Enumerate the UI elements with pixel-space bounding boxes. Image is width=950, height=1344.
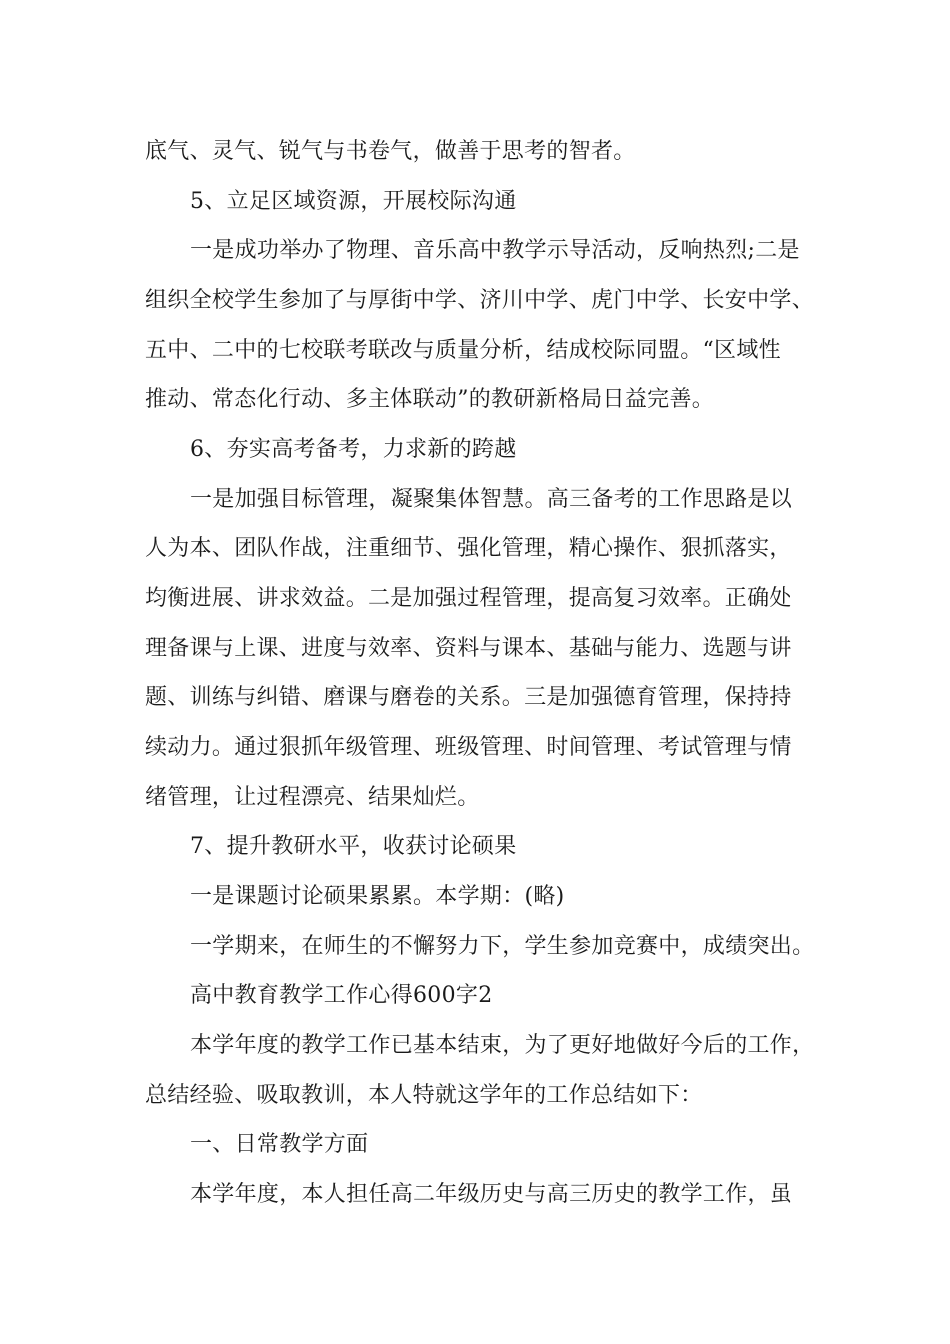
text-line: 一是课题讨论硕果累累。本学期：(略) — [190, 884, 565, 909]
text-line: 人为本、团队作战，注重细节、强化管理，精心操作、狠抓落实， — [145, 536, 792, 561]
text-line: 推动、常态化行动、多主体联动”的教研新格局日益完善。 — [145, 387, 715, 412]
text-line: 续动力。通过狠抓年级管理、班级管理、时间管理、考试管理与情 — [145, 735, 792, 760]
section-heading: 5、立足区域资源，开展校际沟通 — [190, 189, 517, 214]
section-heading: 6、夯实高考备考，力求新的跨越 — [190, 437, 517, 462]
text-line: 底气、灵气、锐气与书卷气，做善于思考的智者。 — [145, 139, 636, 164]
section-heading: 7、提升教研水平，收获讨论硕果 — [190, 834, 517, 859]
text-line: 题、训练与纠错、磨课与磨卷的关系。三是加强德育管理，保持持 — [145, 685, 792, 710]
text-line: 本学年度，本人担任高二年级历史与高三历史的教学工作，虽 — [190, 1182, 793, 1207]
text-line: 绪管理，让过程漂亮、结果灿烂。 — [145, 785, 480, 810]
section-heading: 一、日常教学方面 — [190, 1132, 369, 1157]
text-line: 理备课与上课、进度与效率、资料与课本、基础与能力、选题与讲 — [145, 636, 792, 661]
article-title: 高中教育教学工作心得600字2 — [190, 983, 493, 1008]
text-line: 均衡进展、讲求效益。二是加强过程管理，提高复习效率。正确处 — [145, 586, 792, 611]
text-line: 一是成功举办了物理、音乐高中教学示导活动，反响热烈;二是 — [190, 238, 800, 263]
text-line: 组织全校学生参加了与厚街中学、济川中学、虎门中学、长安中学、 — [145, 288, 815, 313]
text-line: 一学期来，在师生的不懈努力下，学生参加竞赛中，成绩突出。 — [190, 934, 815, 959]
text-line: 总结经验、吸取教训，本人特就这学年的工作总结如下： — [145, 1083, 703, 1108]
text-line: 一是加强目标管理，凝聚集体智慧。高三备考的工作思路是以 — [190, 487, 793, 512]
text-line: 本学年度的教学工作已基本结束，为了更好地做好今后的工作， — [190, 1033, 815, 1058]
text-line: 五中、二中的七校联考联改与质量分析，结成校际同盟。“区域性 — [145, 338, 781, 363]
